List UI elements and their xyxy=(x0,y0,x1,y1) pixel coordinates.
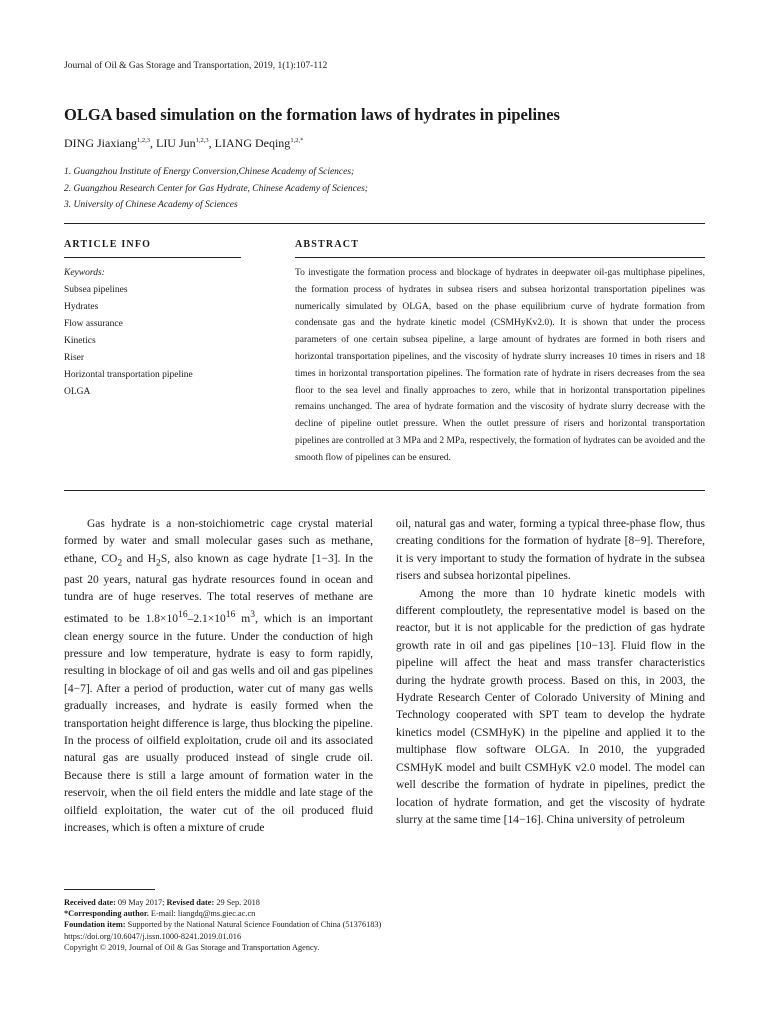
author-affil-sup: 1,2,* xyxy=(290,137,304,144)
text-run: Gas hydrate is a non-stoichiometric cage crystal material formed by water and small molecular gases such as methane, ethane, CO xyxy=(64,518,373,565)
keyword: Hydrates xyxy=(64,302,99,312)
superscript: 16 xyxy=(178,609,188,621)
article-info-heading: ARTICLE INFO xyxy=(64,239,152,250)
superscript: 3 xyxy=(250,609,256,621)
keywords-label: Keywords: xyxy=(64,268,105,278)
author-separator: , xyxy=(149,136,156,150)
text-run: , which is an important clean energy source in the future. Under the conduction of high pressure and low temperature, hydrate is easy to form rapidly, resulting in blockage of oil and gas wells and oil and gas pipelines [4−7]. After a period of production, water cut of many gas wells gradually increases, and hydrate is easily formed when the transportation height difference is large, thus blocking the pipeline. In the process of oilfield exploitation, crude oil and its associated natural gas are usually produced instead of single crude oil. Because there is still a large amount of formation water in the reservoir, when the oil field enters the middle and late stage of the oilfield exploitation, the water cut of the oil produced fluid increases, which is often a mixture of crude xyxy=(64,613,373,835)
footnote-corresponding xyxy=(64,908,381,919)
footnote-dates xyxy=(64,897,381,908)
revised-value: 29 Sep. 2018 xyxy=(214,898,260,907)
body-column-left xyxy=(64,516,373,837)
affiliations xyxy=(64,164,368,214)
text-run: m xyxy=(235,613,251,626)
subscript: 2 xyxy=(117,557,123,569)
author-name: LIANG Deqing xyxy=(214,136,291,150)
author-name: LIU Jun xyxy=(155,136,196,150)
subscript: 2 xyxy=(156,557,161,569)
revised-label: Revised date: xyxy=(166,898,215,907)
body-paragraph: oil, natural gas and water, forming a typical three-phase flow, thus creating conditions for the formation of hydrate [8−9]. Therefore, it is very important to study the formation of hydrate in the subsea risers and subsea horizontal pipelines. xyxy=(396,518,705,583)
text-run: S, also known as cage hydrate [1−3]. In the past 20 years, natural gas hydrate resources found in ocean and tundra are of huge reserves. The total reserves of methane are estimated to be 1.8×10 xyxy=(64,552,374,626)
body-column-right xyxy=(396,516,705,829)
received-value: 09 May 2017; xyxy=(115,898,167,907)
text-run: and H xyxy=(122,552,157,565)
author-list xyxy=(64,136,303,151)
author-affil-sup: 1,2,3 xyxy=(195,137,209,144)
body-paragraph: Among the more than 10 hydrate kinetic models with different comploutlety, the representative model is based on the reactor, but it is not applicable for the prediction of gas hydrate growth rate in oil and gas pipelines [10−13]. Fluid flow in the pipeline will affect the heat and mass transfer characteristics during the hydrate growth process. Based on this, in 2003, the Hydrate Research Center of Colorado University of Mining and Technology cooperated with SPT team to develop the hydrate kinetics model (CSMHyK) in the pipeline and applied it to the multiphase flow software OLGA. In 2010, the yupgraded CSMHyK model and built CSMHyK v2.0 model. The model can well describe the formation of hydrate in pipelines, predict the location of hydrate formation, and get the viscosity of hydrate slurry at the same time [14−16]. China university of petroleum xyxy=(396,587,705,826)
keyword: Flow assurance xyxy=(64,319,123,329)
paper-title: OLGA based simulation on the formation laws of hydrates in pipelines xyxy=(64,105,560,124)
abstract-heading: ABSTRACT xyxy=(295,239,360,250)
author-name: DING Jiaxiang xyxy=(64,136,137,150)
affiliation: 1. Guangzhou Institute of Energy Conversion,Chinese Academy of Sciences; xyxy=(64,167,355,177)
keyword: Horizontal transportation pipeline xyxy=(64,370,193,380)
corresponding-email: E-mail: liangdq@ms.giec.ac.cn xyxy=(148,909,256,919)
divider-bottom xyxy=(64,490,705,491)
journal-header: Journal of Oil & Gas Storage and Transportation, 2019, 1(1):107-112 xyxy=(64,61,328,71)
author-separator: , xyxy=(208,136,215,150)
footnote-copyright: Copyright © 2019, Journal of Oil & Gas Storage and Transportation Agency. xyxy=(64,942,320,952)
foundation-value: Supported by the National Natural Science Foundation of China (51376183) xyxy=(125,920,382,930)
foundation-label: Foundation item: xyxy=(64,920,126,930)
divider-top xyxy=(64,223,705,224)
article-info-rule xyxy=(64,257,241,258)
superscript: 16 xyxy=(225,609,236,621)
keyword: OLGA xyxy=(64,387,91,397)
affiliation: 3. University of Chinese Academy of Sciences xyxy=(64,200,238,210)
keyword: Riser xyxy=(64,353,85,363)
keyword: Subsea pipelines xyxy=(64,285,128,295)
body-paragraph xyxy=(64,516,373,837)
footnotes xyxy=(64,897,381,953)
received-label: Received date: xyxy=(64,898,116,907)
abstract-rule xyxy=(295,257,705,258)
footnote-rule xyxy=(64,889,155,890)
text-run: –2.1×10 xyxy=(187,613,226,626)
affiliation: 2. Guangzhou Research Center for Gas Hydrate, Chinese Academy of Sciences; xyxy=(64,183,368,194)
corresponding-label: *Corresponding author. xyxy=(64,909,149,919)
keywords-block xyxy=(64,265,193,401)
footnote-doi: https://doi.org/10.6047/j.issn.1000-8241.2019.01.016 xyxy=(64,931,242,941)
abstract-text: To investigate the formation process and blockage of hydrates in deepwater oil-gas multiphase pipelines, the formation process of hydrates in subsea risers and subsea horizontal transportation pipelines was numerically simulated by OLGA, based on the phase equilibrium curve of hydrate formation from condensate gas and the hydrate kinetic model (CSMHyKv2.0). It is shown that under the process parameters of one certain subsea pipeline, a large amount of hydrates are formed in both risers and horizontal transportation pipelines, and the viscosity of hydrate slurry increases 10 times in risers and 18 times in horizontal transportation pipelines. The formation rate of hydrate in risers decreases from the sea floor to the sea level and finally approaches to zero, while that in horizontal transportation pipelines remains unchanged. The area of hydrate formation and the viscosity of hydrate slurry decrease with the decline of pipeline outlet pressure. When the outlet pressure of risers and horizontal transportation pipelines are controlled at 3 MPa and 2 MPa, respectively, the formation of hydrates can be avoided and the smooth flow of pipelines can be ensured. xyxy=(295,268,705,463)
keyword: Kinetics xyxy=(64,336,96,346)
author-affil-sup: 1,2,3 xyxy=(136,137,150,144)
footnote-foundation xyxy=(64,919,381,930)
